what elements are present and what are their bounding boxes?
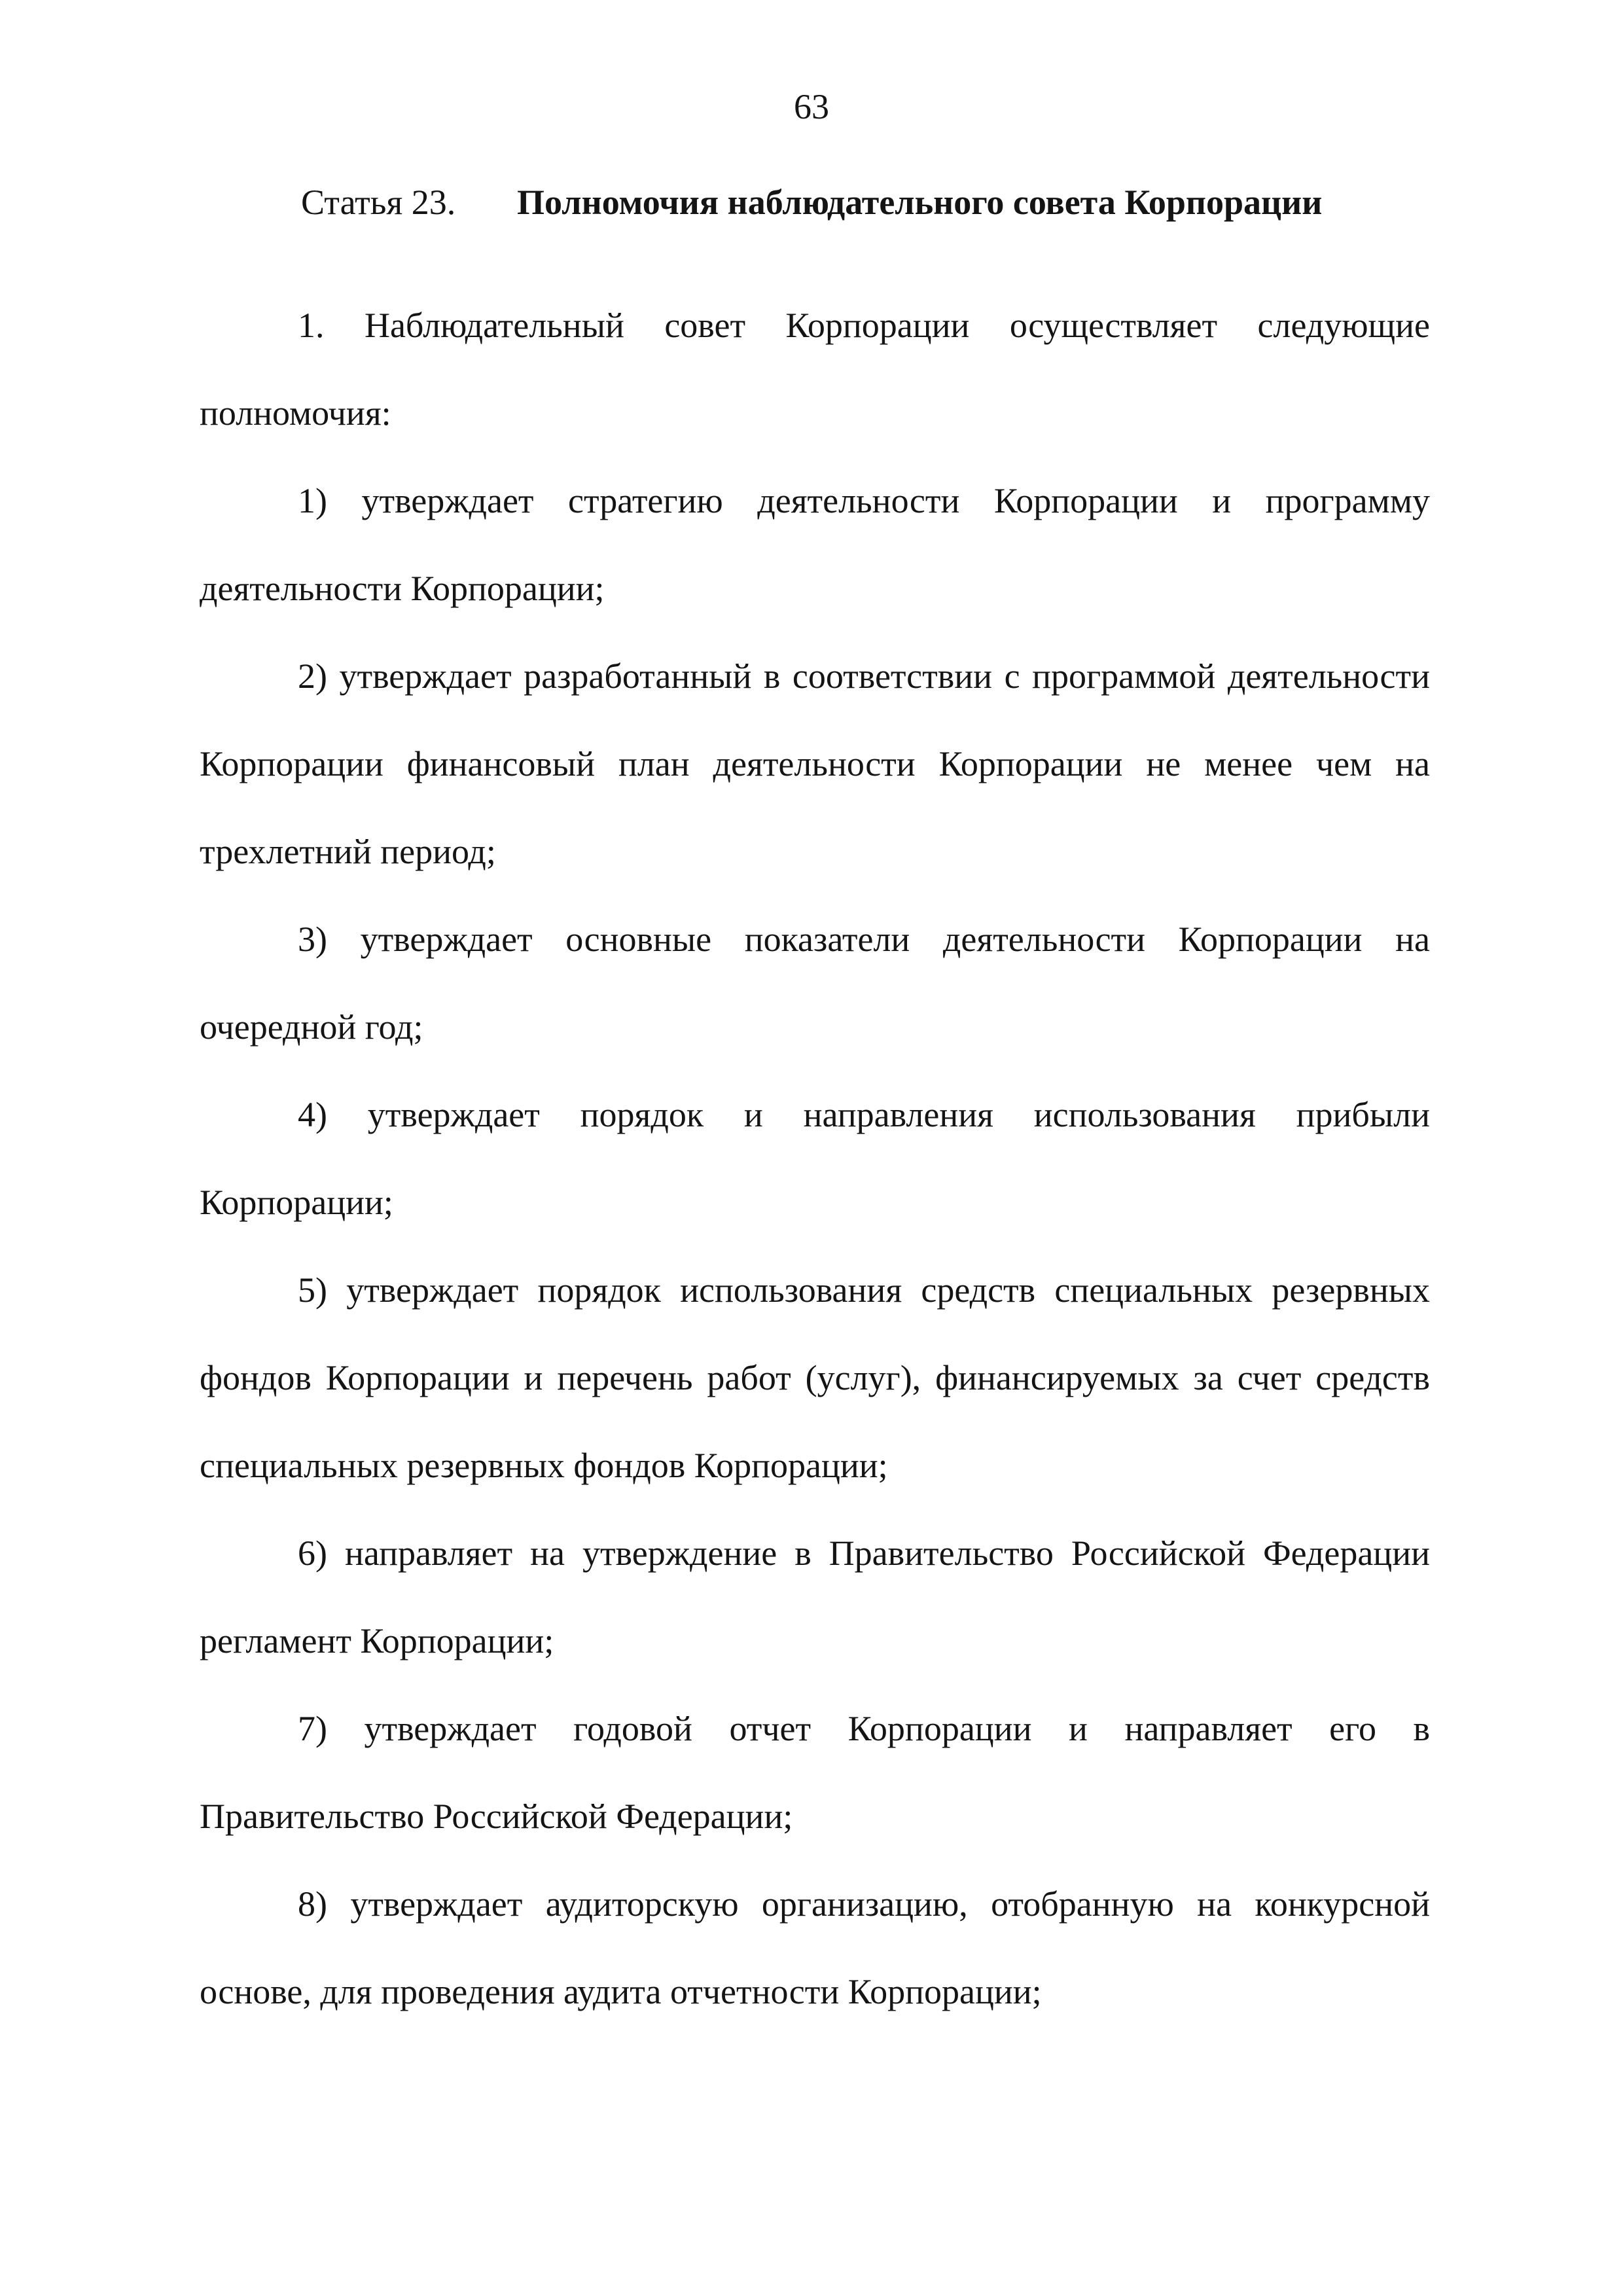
paragraph-item-7: 7) утверждает годовой отчет Корпорации и направляет его в Правительство Российской Федерации; bbox=[200, 1709, 1430, 1836]
paragraph-item-3: 3) утверждает основные показатели деятельности Корпорации на очередной год; bbox=[200, 920, 1430, 1047]
paragraph-item-5: 5) утверждает порядок использования средств специальных резервных фондов Корпорации и перечень работ (услуг), финансируемых за счет средств специальных резервных фондов Корпорации; bbox=[200, 1270, 1430, 1485]
article-body bbox=[200, 281, 1430, 2036]
paragraph-intro: 1. Наблюдательный совет Корпорации осуществляет следующие полномочия: bbox=[200, 306, 1430, 433]
page-number: 63 bbox=[794, 87, 829, 126]
article-title: Полномочия наблюдательного совета Корпорации bbox=[517, 183, 1323, 222]
paragraph-item-8: 8) утверждает аудиторскую организацию, отобранную на конкурсной основе, для проведения аудита отчетности Корпорации; bbox=[200, 1884, 1430, 2011]
article-heading bbox=[301, 173, 1446, 232]
paragraph-item-2: 2) утверждает разработанный в соответствии с программой деятельности Корпорации финансовый план деятельности Корпорации не менее чем на трехлетний период; bbox=[200, 656, 1430, 871]
article-label: Статья 23. bbox=[301, 183, 456, 222]
paragraph-item-6: 6) направляет на утверждение в Правительство Российской Федерации регламент Корпорации; bbox=[200, 1534, 1430, 1660]
paragraph-item-1: 1) утверждает стратегию деятельности Корпорации и программу деятельности Корпорации; bbox=[200, 481, 1430, 608]
paragraph-item-4: 4) утверждает порядок и направления использования прибыли Корпорации; bbox=[200, 1095, 1430, 1222]
